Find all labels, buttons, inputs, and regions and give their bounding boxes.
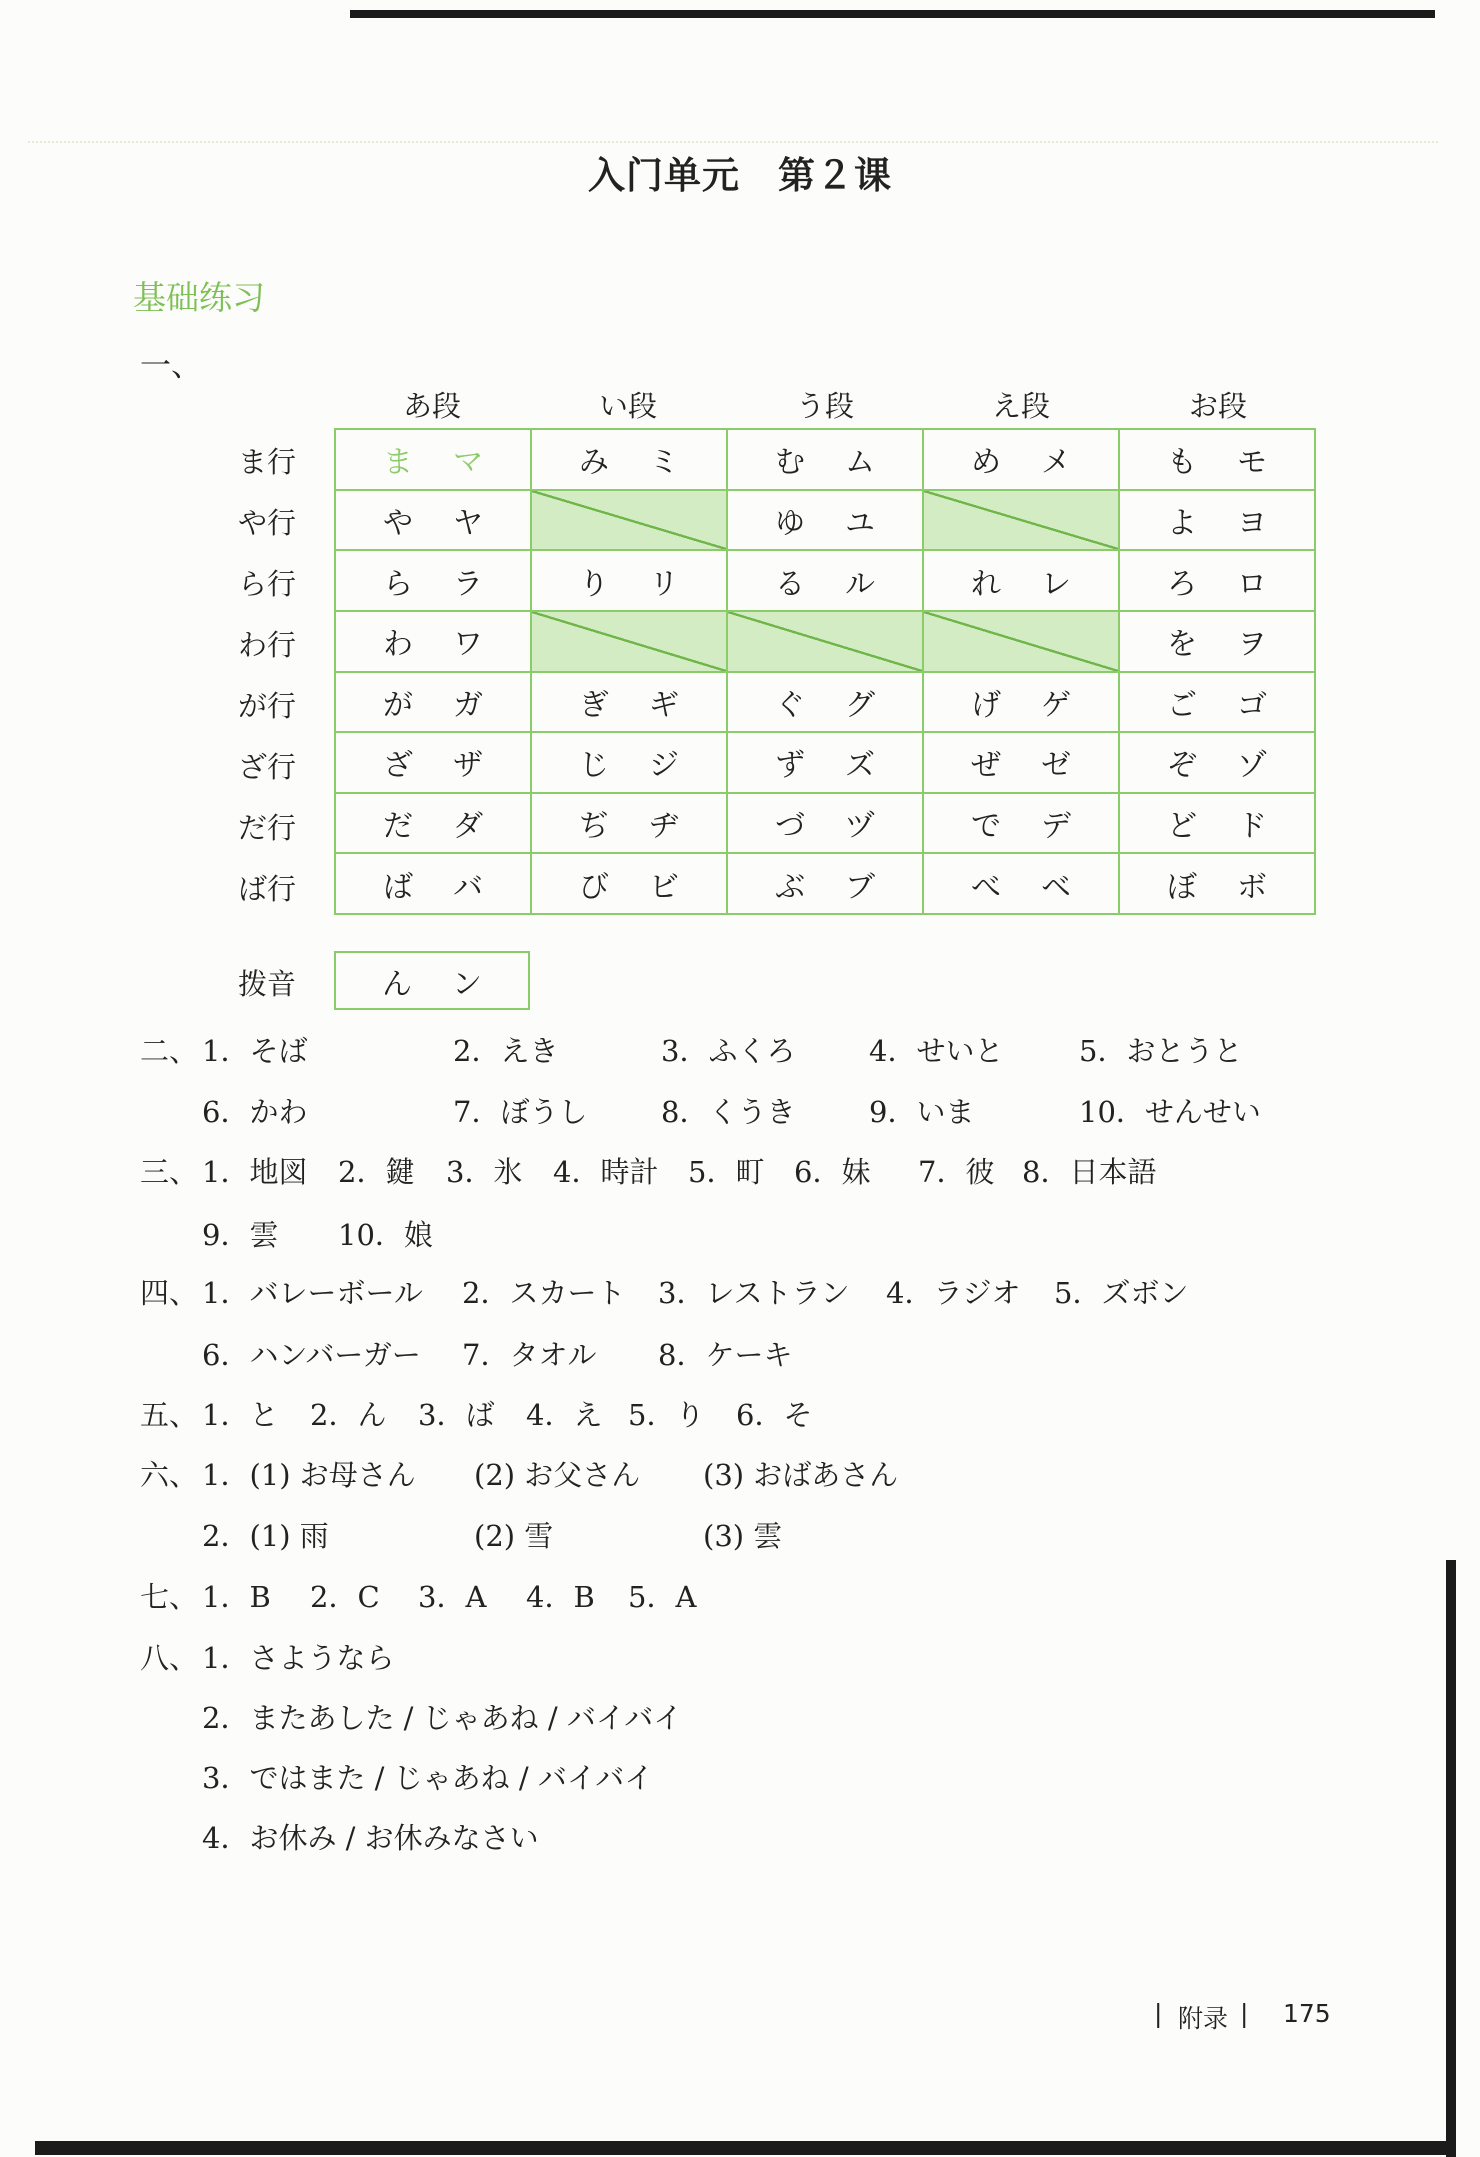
question-1-number: 一、 (140, 348, 202, 384)
katakana: ゲ (1041, 687, 1071, 723)
question-7-number: 七、 (140, 1580, 199, 1614)
hiragana: み (579, 445, 609, 481)
answer-item: 7．タオル (462, 1338, 597, 1372)
kana-cell (923, 793, 1119, 854)
kana-cell (335, 550, 531, 611)
katakana: ゴ (1237, 687, 1267, 723)
answer-item: 4．ラジオ (886, 1276, 1021, 1310)
hiragana: り (579, 566, 609, 602)
answer-item: 4．時計 (553, 1155, 659, 1189)
hiragana: ば (383, 869, 413, 905)
kana-cell (923, 550, 1119, 611)
answer-item: 3．ば (418, 1398, 495, 1432)
katakana: デ (1041, 809, 1071, 845)
answer-item: 2．ん (310, 1398, 387, 1432)
column-header: あ段 (402, 389, 461, 423)
answer-item: 8．日本語 (1022, 1155, 1157, 1189)
hiragana: わ (383, 627, 413, 663)
katakana: ヨ (1237, 505, 1267, 541)
section-heading: 基础练习 (133, 278, 265, 317)
kana-cell (1119, 732, 1315, 793)
answer-item: 8．くうき (661, 1095, 796, 1129)
answer-item: 10．娘 (338, 1218, 433, 1252)
answer-item: 1．そば (202, 1034, 308, 1068)
hiragana: ぢ (579, 809, 609, 845)
kana-cell (727, 732, 923, 793)
row-header: ら行 (238, 567, 297, 602)
hiragana: ら (383, 566, 413, 602)
answer-item: 3．レストラン (658, 1276, 850, 1310)
answer-item: 2．えき (453, 1034, 559, 1068)
answer-item: 1．バレーボール (202, 1276, 423, 1310)
kana-cell (1119, 550, 1315, 611)
kana-cell (531, 853, 727, 914)
katakana: レ (1041, 566, 1071, 602)
katakana: ラ (453, 566, 483, 602)
kana-cell (727, 672, 923, 733)
katakana: グ (845, 687, 875, 723)
scan-edge-top (350, 10, 1435, 18)
hiragana: や (383, 505, 413, 541)
hiragana: ざ (383, 748, 413, 784)
answer-item: 3．氷 (446, 1155, 523, 1189)
katakana: ロ (1237, 566, 1267, 602)
empty-kana-cell (923, 490, 1119, 551)
row-header: ま行 (238, 445, 297, 480)
katakana: ブ (845, 869, 875, 905)
hiragana: ま (383, 445, 413, 481)
column-header: う段 (795, 389, 854, 423)
table-row (335, 853, 1315, 914)
hiragana: ろ (1167, 566, 1197, 602)
table-row (335, 793, 1315, 854)
table-row (335, 429, 1315, 490)
hiragana: じ (579, 748, 609, 784)
kana-cell (335, 429, 531, 490)
row-header: ば行 (238, 871, 297, 906)
katakana: ワ (453, 627, 483, 663)
answer-item: 9．雲 (202, 1218, 279, 1252)
row-header: だ行 (238, 810, 297, 845)
kana-cell (727, 550, 923, 611)
kana-cell (531, 732, 727, 793)
kana-cell (923, 732, 1119, 793)
kana-cell (531, 793, 727, 854)
kana-cell (727, 853, 923, 914)
empty-kana-cell (923, 611, 1119, 672)
answer-item: 3．ふくろ (661, 1034, 796, 1068)
hiragana: ご (1167, 687, 1197, 723)
katakana: ヂ (649, 809, 679, 845)
hiragana: を (1167, 627, 1197, 663)
katakana: モ (1237, 445, 1267, 481)
katakana: ユ (845, 505, 875, 541)
answer-item: 6．かわ (202, 1095, 308, 1129)
kana-cell (923, 429, 1119, 490)
answer-item: (3) おばあさん (703, 1458, 899, 1492)
hiragana: べ (971, 869, 1001, 905)
answer-item: 5．A (628, 1580, 697, 1614)
answer-item: 6．ハンバーガー (202, 1338, 421, 1372)
question-4-number: 四、 (140, 1276, 199, 1310)
kana-cell (531, 429, 727, 490)
answer-item: 5．り (628, 1398, 705, 1432)
footer-separator: | (1240, 1999, 1249, 2028)
hiragana: げ (971, 687, 1001, 723)
answer-item: 1．B (202, 1580, 271, 1614)
katakana: ヤ (453, 505, 483, 541)
katakana: ヅ (845, 809, 875, 845)
column-header: お段 (1188, 389, 1247, 423)
katakana: ビ (649, 869, 679, 905)
answer-item: (3) 雲 (703, 1519, 783, 1553)
hiragana: が (383, 687, 413, 723)
hiragana: め (971, 445, 1001, 481)
katakana: ガ (453, 687, 483, 723)
answer-item: 3．A (418, 1580, 487, 1614)
question-3-number: 三、 (140, 1155, 199, 1189)
answer-item: 5．ズボン (1054, 1276, 1189, 1310)
answer-item: 4．お休み / お休みなさい (202, 1821, 539, 1855)
answer-item: 9．いま (869, 1095, 975, 1129)
kana-cell (923, 672, 1119, 733)
katakana: ミ (649, 445, 679, 481)
kana-cell (727, 793, 923, 854)
katakana: ゼ (1041, 748, 1071, 784)
kana-cell (1119, 611, 1315, 672)
page-title: 入门单元 第２课 (588, 154, 892, 197)
scan-edge-right (1446, 1560, 1456, 2157)
answer-item: 4．せいと (869, 1034, 1004, 1068)
kana-cell (335, 672, 531, 733)
answer-item: (2) お父さん (474, 1458, 641, 1492)
table-row (335, 611, 1315, 672)
hiragana: で (971, 809, 1001, 845)
hatsuon-cell (334, 951, 530, 1010)
answer-item: 1．地図 (202, 1155, 308, 1189)
katakana: ザ (453, 748, 483, 784)
answer-item: 5．おとうと (1079, 1034, 1243, 1068)
answer-item: 2．C (310, 1580, 380, 1614)
empty-kana-cell (727, 611, 923, 672)
hiragana: る (775, 566, 805, 602)
katakana: ジ (649, 748, 679, 784)
answer-item: 2．(1) 雨 (202, 1519, 329, 1553)
page-number: 175 (1283, 1999, 1331, 2028)
hatsuon-katakana: ン (452, 966, 482, 1002)
katakana: ゾ (1237, 748, 1267, 784)
katakana: ズ (845, 748, 875, 784)
question-8-number: 八、 (140, 1641, 199, 1675)
katakana: バ (453, 869, 483, 905)
hiragana: れ (971, 566, 1001, 602)
hiragana: ぶ (775, 869, 805, 905)
hiragana: び (579, 869, 609, 905)
hiragana: よ (1167, 505, 1197, 541)
katakana: ギ (649, 687, 679, 723)
answer-item: 7．ぼうし (453, 1095, 588, 1129)
katakana: マ (453, 445, 483, 481)
empty-kana-cell (531, 490, 727, 551)
question-5-number: 五、 (140, 1398, 199, 1432)
katakana: リ (649, 566, 679, 602)
column-header: い段 (598, 389, 657, 423)
kana-cell (335, 732, 531, 793)
answer-item: 6．そ (736, 1398, 813, 1432)
katakana: ヲ (1237, 627, 1267, 663)
hiragana: づ (775, 809, 805, 845)
table-row (335, 490, 1315, 551)
kana-cell (1119, 490, 1315, 551)
hiragana: ず (775, 748, 805, 784)
hiragana: も (1167, 445, 1197, 481)
question-6-number: 六、 (140, 1458, 199, 1492)
answer-item: 1．と (202, 1398, 279, 1432)
hiragana: ぎ (579, 687, 609, 723)
kana-cell (335, 611, 531, 672)
kana-cell (1119, 853, 1315, 914)
katakana: ド (1237, 809, 1267, 845)
hiragana: ぞ (1167, 748, 1197, 784)
row-header: ざ行 (238, 749, 297, 784)
katakana: ム (845, 445, 875, 481)
answer-item: 2．またあした / じゃあね / バイバイ (202, 1701, 683, 1735)
kana-cell (727, 429, 923, 490)
answer-item: 10．せんせい (1079, 1095, 1261, 1129)
answer-item: 2．スカート (462, 1276, 626, 1310)
hatsuon-label: 拨音 (238, 967, 297, 1001)
katakana: メ (1041, 445, 1071, 481)
hiragana: ぐ (775, 687, 805, 723)
kana-cell (335, 490, 531, 551)
katakana: ベ (1041, 869, 1071, 905)
table-row (335, 672, 1315, 733)
answer-item: 7．彼 (918, 1155, 995, 1189)
answer-item: 1．さようなら (202, 1641, 395, 1675)
row-header: や行 (238, 506, 297, 541)
answer-item: 4．B (526, 1580, 595, 1614)
answer-item: 5．町 (688, 1155, 765, 1189)
answer-item: 3．ではまた / じゃあね / バイバイ (202, 1761, 654, 1795)
kana-cell (1119, 429, 1315, 490)
scan-edge-bottom (35, 2141, 1455, 2155)
kana-cell (531, 672, 727, 733)
kana-cell (335, 853, 531, 914)
answer-item: (2) 雪 (474, 1519, 554, 1553)
answer-item: 2．鍵 (338, 1155, 415, 1189)
empty-kana-cell (531, 611, 727, 672)
hiragana: ぜ (971, 748, 1001, 784)
hiragana: む (775, 445, 805, 481)
katakana: ボ (1237, 869, 1267, 905)
answer-item: 6．妹 (794, 1155, 871, 1189)
kana-cell (1119, 672, 1315, 733)
katakana: ル (845, 566, 875, 602)
kana-cell (923, 853, 1119, 914)
footer-separator: | (1154, 1999, 1163, 2028)
footer-label: 附录 (1178, 2004, 1229, 2033)
katakana: ダ (453, 809, 483, 845)
kana-cell (335, 793, 531, 854)
row-header: わ行 (238, 628, 297, 663)
hiragana: ぼ (1167, 869, 1197, 905)
hiragana: ど (1167, 809, 1197, 845)
kana-table (334, 428, 1316, 915)
row-header: が行 (238, 688, 297, 723)
kana-cell (1119, 793, 1315, 854)
kana-cell (531, 550, 727, 611)
column-header: え段 (991, 389, 1050, 423)
hiragana: ゆ (775, 505, 805, 541)
header-rule (28, 141, 1438, 143)
answer-item: 8．ケーキ (658, 1338, 793, 1372)
table-row (335, 732, 1315, 793)
hatsuon-hiragana: ん (382, 966, 412, 1002)
kana-cell (727, 490, 923, 551)
question-2-number: 二、 (140, 1034, 199, 1068)
table-row (335, 550, 1315, 611)
answer-item: 1．(1) お母さん (202, 1458, 416, 1492)
hiragana: だ (383, 809, 413, 845)
answer-item: 4．え (526, 1398, 603, 1432)
